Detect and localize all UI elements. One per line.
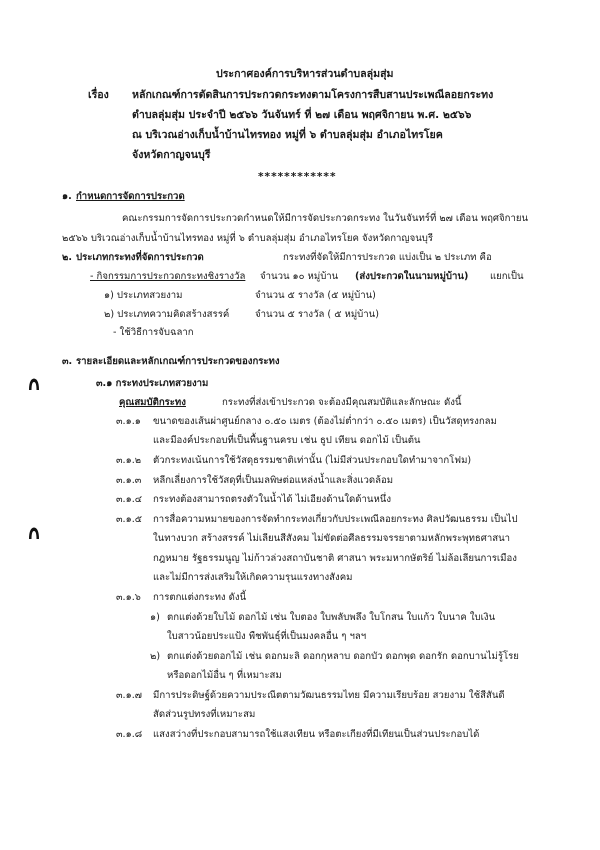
decor-number: ๒) [150,651,161,662]
criterion-line: ในทางบวก สร้างสรรค์ ไม่เลียนสีสังคม ไม่ขัดต่อศีลธรรมจรรยาตามหลักพระพุทธศาสนา [153,533,511,544]
criterion-line: กระทงต้องสามารถตรงตัวในน้ำได้ ไม่เอียงด้านใดด้านหนึ่ง [153,494,392,505]
criterion-number: ๓.๑.๖ [116,592,141,603]
lottery-note: - ใช้วิธีการจับฉลาก [113,327,194,338]
criterion-line: และมีองค์ประกอบที่เป็นพื้นฐานครบ เช่น ธูป เทียน ดอกไม้ เป็นต้น [153,435,421,446]
criterion-number: ๓.๑.๗ [116,690,142,701]
criterion-line: ขนาดของเส้นผ่าศูนย์กลาง ๐.๕๐ เมตร (ต้องไม่ต่ำกว่า ๐.๕๐ เมตร) เป็นวัสดุทรงกลม [153,416,497,427]
subject-line: หลักเกณฑ์การตัดสินการประกวดกระทงตามโครงการสืบสานประเพณีลอยกระทง [132,89,494,101]
paragraph-line: ๒๕๖๖ บริเวณอ่างเก็บน้ำบ้านไทรทอง หมู่ที่ ๖ ตำบลลุ่มสุ่ม อำเภอไทรโยค จังหวัดกาญจนบุรี [62,233,434,244]
criterion-line: การสื่อความหมายของการจัดทำกระทงเกี่ยวกับประเพณีลอยกระทง ศิลปวัฒนธรรม เป็นไป [153,514,518,525]
subject-line: ตำบลลุ่มสุ่ม ประจำปี ๒๕๖๖ วันจันทร์ ที่ ๒๗ เดือน พฤศจิกายน พ.ศ. ๒๕๖๖ [132,109,472,121]
subject-line: ณ บริเวณอ่างเก็บน้ำบ้านไทรทอง หมู่ที่ ๖ ตำบลลุ่มสุ่ม อำเภอไทรโยค [132,129,443,141]
subject-line: จังหวัดกาญจนบุรี [132,149,211,161]
subject-label: เรื่อง [88,89,109,101]
section-3-title: รายละเอียดและหลักเกณฑ์การประกวดของกระทง [76,356,280,367]
qualification-text: กระทงที่ส่งเข้าประกวด จะต้องมีคุณสมบัติและลักษณะ ดังนี้ [222,397,462,408]
criterion-number: ๓.๑.๒ [116,455,142,466]
decor-line: หรือดอกไม้อื่น ๆ ที่เหมาะสม [167,670,282,681]
criterion-number: ๓.๑.๔ [116,494,143,505]
prize-note: (ส่งประกวดในนามหมู่บ้าน) [355,271,469,282]
prize-activity-label: - กิจกรรมการประกวดกระทงชิงรางวัล [90,271,246,282]
criterion-line: สัดส่วนรูปทรงที่เหมาะสม [153,709,256,720]
section-2-title: ประเภทกระทงที่จัดการประกวด [76,252,204,263]
decor-number: ๑) [150,612,160,623]
qualification-label: คุณสมบัติกระทง [119,397,186,408]
prize-tail: แยกเป็น [490,271,524,282]
criterion-line: แสงสว่างที่ประกอบสามารถใช้แสงเทียน หรือตะเกียงที่มีเทียนเป็นส่วนประกอบได้ [153,729,480,740]
paragraph-line: คณะกรรมการจัดการประกวดกำหนดให้มีการจัดประกวดกระทง ในวันจันทร์ที่ ๒๗ เดือน พฤศจิกายน [122,213,529,224]
criterion-line: หลีกเลี่ยงการใช้วัสดุที่เป็นมลพิษต่อแหล่งน้ำและสิ่งแวดล้อม [153,475,394,486]
criterion-line: การตกแต่งกระทง ดังนี้ [153,592,247,603]
decor-line: ใบสาวน้อยประแป้ง พืชพันธุ์ที่เป็นมงคลอื่น ๆ ฯลฯ [167,631,367,642]
criterion-number: ๓.๑.๕ [116,514,143,525]
section-2-number: ๒. [62,252,72,263]
divider: ************ [258,171,337,183]
criterion-line: และไม่มีการส่งเสริมให้เกิดความรุนแรงทางสังคม [153,572,353,583]
decor-line: ตกแต่งด้วยใบไม้ ดอกไม้ เช่น ใบตอง ใบพลับพลึง ใบโกสน ใบแก้ว ใบนาค ใบเงิน [167,612,496,623]
decor-line: ตกแต่งด้วยดอกไม้ เช่น ดอกมะลิ ดอกกุหลาบ ดอกบัว ดอกพุด ดอกรัก ดอกบานไม่รู้โรย [167,651,519,662]
criterion-line: ตัวกระทงเน้นการใช้วัสดุธรรมชาติเท่านั้น (ไม่มีส่วนประกอบใดทำมาจากโฟม) [153,455,472,466]
page-title: ประกาศองค์การบริหารส่วนตำบลลุ่มสุ่ม [216,68,394,80]
section-1-title: กำหนดการจัดการประกวด [76,191,185,202]
binder-hole-mark [28,526,40,540]
prize-type-label: ๑) ประเภทสวยงาม [104,290,183,301]
subsection-title: ๓.๑ กระทงประเภทสวยงาม [96,378,209,389]
prize-type-count: จำนวน ๕ รางวัล ( ๕ หมู่บ้าน) [255,309,379,320]
section-3-number: ๓. [62,356,73,367]
criterion-number: ๓.๑.๑ [116,416,141,427]
binder-hole-mark [28,377,40,391]
section-1-number: ๑. [62,191,72,202]
criterion-number: ๓.๑.๓ [116,475,142,486]
criterion-number: ๓.๑.๘ [116,729,143,740]
prize-type-count: จำนวน ๕ รางวัล (๕ หมู่บ้าน) [255,290,376,301]
prize-count: จำนวน ๑๐ หมู่บ้าน [260,271,339,282]
section-2-intro: กระทงที่จัดให้มีการประกวด แบ่งเป็น ๒ ประเภท คือ [283,252,492,263]
criterion-line: มีการประดิษฐ์ด้วยความประณีตตามวัฒนธรรมไทย มีความเรียบร้อย สวยงาม ใช้สีสันดี [153,690,505,701]
prize-type-label: ๒) ประเภทความคิดสร้างสรรค์ [104,309,230,320]
criterion-line: กฎหมาย รัฐธรรมนูญ ไม่ก้าวล่วงสถาบันชาติ ศาสนา พระมหากษัตริย์ ไม่ล้อเลียนการเมือง [153,553,517,564]
